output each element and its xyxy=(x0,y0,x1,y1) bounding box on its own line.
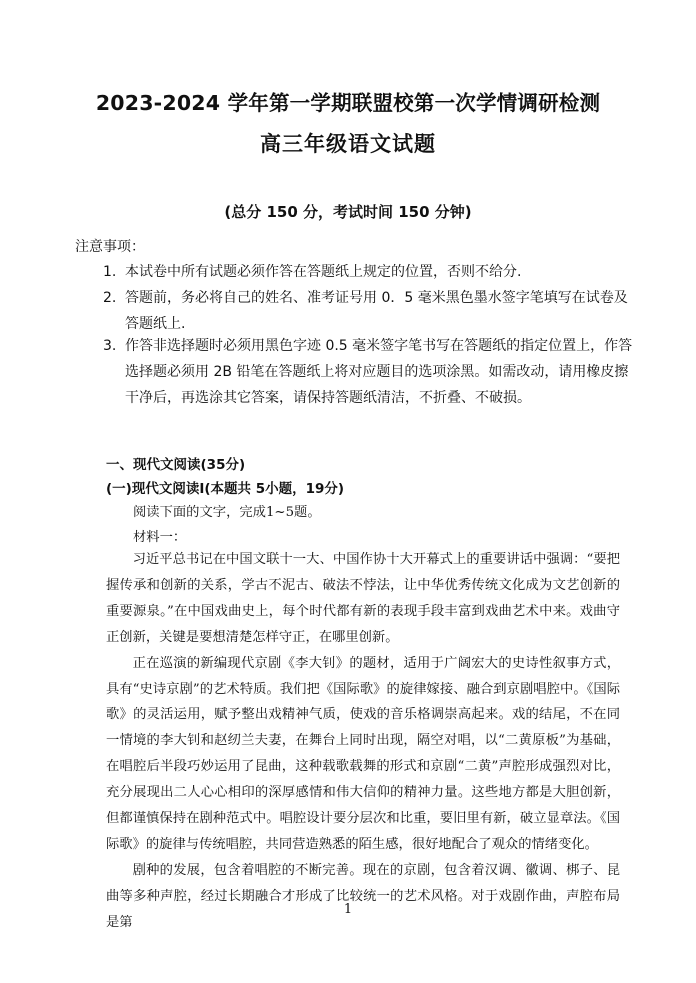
notice-item-number: 3. xyxy=(103,338,117,354)
score-time-note: (总分 150 分，考试时间 150 分钟) xyxy=(224,203,472,221)
page-number: 1 xyxy=(343,902,353,917)
exam-subtitle: 高三年级语文试题 xyxy=(260,132,436,156)
exam-title: 2023-2024 学年第一学期联盟校第一次学情调研检测 xyxy=(95,91,601,115)
material-label: 材料一： xyxy=(133,530,187,545)
notice-item-text: 作答非选择题时必须用黑色字迹 0.5 毫米签字笔书写在答题纸的指定位置上，作答选择题必须用 2B 铅笔在答题纸上将对应题目的选项涂黑。如需改动，请用橡皮擦干净后，再选涂其它答案，请保持答题纸清洁，不折叠、不破损。 xyxy=(125,338,633,406)
notice-item-number: 2. xyxy=(103,290,117,306)
section-heading: 一、现代文阅读(35分) xyxy=(106,457,246,473)
reading-instruction: 阅读下面的文字，完成1~5题。 xyxy=(133,505,321,520)
notice-item xyxy=(103,333,633,411)
notice-item-text: 本试卷中所有试题必须作答在答题纸上规定的位置，否则不给分. xyxy=(125,264,522,280)
subsection-heading: (一)现代文阅读Ⅰ(本题共 5小题，19分) xyxy=(106,481,345,497)
notice-heading: 注意事项： xyxy=(75,239,145,255)
notice-item-number: 1. xyxy=(103,264,117,280)
notice-item-text: 答题前，务必将自己的姓名、准考证号用 0．5 毫米黑色墨水签字笔填写在试卷及答题纸上. xyxy=(125,290,628,332)
notice-item xyxy=(103,259,633,285)
notice-item xyxy=(103,285,633,337)
material-text xyxy=(106,547,620,936)
paragraph: 剧种的发展，包含着唱腔的不断完善。现在的京剧，包含着汉调、徽调、梆子、昆曲等多种声腔，经过长期融合才形成了比较统一的艺术风格。对于戏剧作曲，声腔布局是第 xyxy=(106,862,620,930)
paragraph: 正在巡演的新编现代京剧《李大钊》的题材，适用于广阔宏大的史诗性叙事方式，具有“史诗京剧”的艺术特质。我们把《国际歌》的旋律嫁接、融合到京剧唱腔中。《国际歌》的灵活运用，赋予整出戏精神气质，使戏的音乐格调崇高起来。戏的结尾，不在同一情境的李大钊和赵纫兰夫妻，在舞台上同时出现，隔空对唱，以“二黄原板”为基础，在唱腔后半段巧妙运用了昆曲，这种载歌载舞的形式和京剧“二黄”声腔形成强烈对比，充分展现出二人心心相印的深厚感情和伟大信仰的精神力量。这些地方都是大胆创新，但都谨慎保持在剧种范式中。唱腔设计要分层次和比重，要旧里有新，破立显章法。《国际歌》的旋律与传统唱腔，共同营造熟悉的陌生感，很好地配合了观众的情绪变化。 xyxy=(106,655,620,852)
paragraph: 习近平总书记在中国文联十一大、中国作协十大开幕式上的重要讲话中强调：“要把握传承和创新的关系，学古不泥古、破法不悖法，让中华优秀传统文化成为文艺创新的重要源泉。”在中国戏曲史上，每个时代都有新的表现手段丰富到戏曲艺术中来。戏曲守正创新，关键是要想清楚怎样守正，在哪里创新。 xyxy=(106,552,620,645)
